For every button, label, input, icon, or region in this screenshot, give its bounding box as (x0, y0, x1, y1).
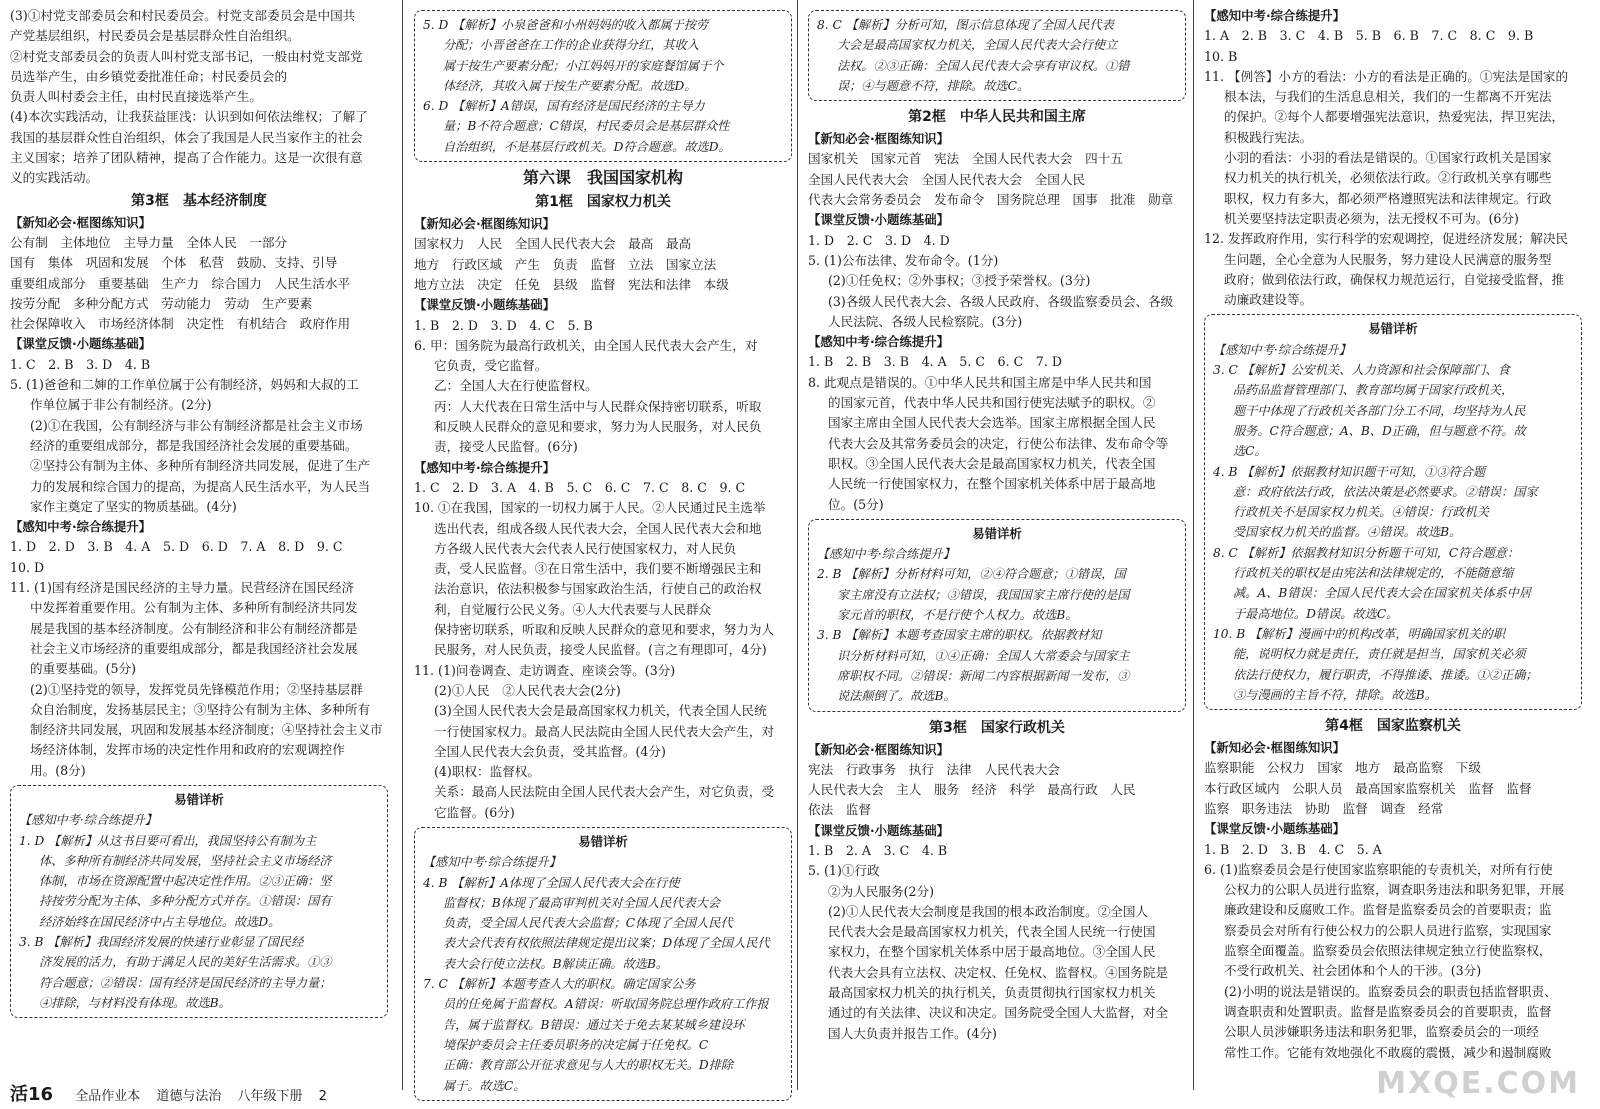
box-line: 能，说明权力就是责任，责任就是担当，国家机关必须 (1233, 647, 1526, 662)
section-tag: 【感知中考·综合练提升】 (414, 459, 556, 475)
box-line: 误；④与题意不符，排除。故选C。 (837, 78, 1030, 93)
text-line: 场经济体制，发挥市场的决定性作用和政府的宏观调控作 (30, 742, 345, 758)
text-line: 职权，权力有多大，都必须严格遵照宪法和法律规定。行政 (1224, 190, 1552, 206)
box-line: 分配；小晋爸爸在工作的企业获得分红，其收入 (443, 38, 699, 53)
text-line: 地方 行政区域 产生 负责 监督 立法 国家立法 (414, 256, 717, 272)
section-heading: 第3框 基本经济制度 (131, 192, 267, 209)
text-column-1 (10, 6, 388, 1066)
text-line: (3)全国人民代表大会是最高国家权力机关，代表全国人民统 (434, 703, 767, 719)
text-line: 8. 此观点是错误的。①中华人民共和国主席是中华人民共和国 (808, 374, 1152, 390)
text-line: (2)①人民代表大会制度是我国的根本政治制度。②全国人 (828, 903, 1149, 919)
box-line: 正确：教育部公开征求意见与人大的职权无关。D排除 (443, 1058, 734, 1073)
box-line: 题干中体现了行政机关各部门分工不同，均坚持为人民 (1233, 403, 1526, 418)
text-line: 地方立法 决定 任免 县级 监督 宪法和法律 本级 (414, 276, 729, 292)
box-line: 表大会行使立法权。B解读正确。故选B。 (443, 956, 669, 971)
section-tag: 【感知中考·综合练提升】 (808, 334, 950, 350)
text-line: 10. D (10, 559, 45, 575)
text-line: 通过的有关法律、决议和决定。国务院受全国人大监督，对全 (828, 1005, 1169, 1021)
text-line: 人民统一行使国家权力，在整个国家机关体系中居于最高地 (828, 476, 1156, 492)
text-line: 5. (1)公布法律、发布命令。(1分) (808, 252, 999, 268)
box-line: 员的任免属于监督权。A错误：听取国务院总理作政府工作报 (443, 997, 769, 1012)
box-line: 7. C 【解析】本题考查人大的职权。确定国家公务 (423, 977, 696, 992)
text-line: 的保护。②每个人都要增强宪法意识，热爱宪法，捍卫宪法， (1224, 109, 1565, 125)
text-line: 家作主奠定了坚实的物质基础。(4分) (30, 498, 237, 514)
box-line: 服务。C符合题意；A、B、D正确，但与题意不符。故 (1233, 423, 1526, 438)
section-heading: 第4框 国家监察机关 (1325, 718, 1461, 735)
text-line: 社会主义市场经济的重要组成部分，都是我国经济社会发展 (30, 640, 358, 656)
text-line: 社会保障收入 市场经济体制 决定性 有机结合 政府作用 (10, 316, 351, 332)
text-line: 家权力，在整个国家机关体系中居于最高地位。③全国人民 (828, 944, 1156, 960)
text-line: 监察 职务违法 协助 监督 调查 经常 (1204, 800, 1444, 816)
text-line: 它负责，受它监督。 (434, 358, 548, 374)
box-label: 易错详析 (578, 833, 628, 849)
text-line: 产党基层组织，村民委员会是基层群众性自治组织。 (10, 28, 300, 44)
text-line: (2)小明的说法是错误的。监察委员会的职责包括监督职责、 (1224, 983, 1557, 999)
text-line: 国人大负责并报告工作。(4分) (828, 1025, 997, 1041)
section-tag: 【课堂反馈·小题练基础】 (808, 212, 950, 228)
box-line: 选C。 (1233, 444, 1267, 459)
text-line: 10. ①在我国，国家的一切权力属于人民。②人民通过民主选举 (414, 500, 766, 516)
text-line: 按劳分配 多种分配方式 劳动能力 劳动 生产要素 (10, 295, 313, 311)
text-line: 察委员会对所有行使公权力的公职人员进行监察，实现国家 (1224, 922, 1552, 938)
box-label: 易错详析 (1368, 321, 1418, 337)
grade-name: 八年级下册 (237, 1089, 303, 1104)
text-line: 中发挥着重要作用。公有制为主体、多种所有制经济共同发 (30, 600, 358, 616)
text-line: 11. (1)国有经济是国民经济的主导力量。民营经济在国民经济 (10, 580, 355, 596)
box-line: 8. C 【解析】依据教材知识分析题干可知，C符合题意： (1213, 545, 1520, 560)
box-line: 量；B不符合题意；C错误，村民委员会是基层群众性 (443, 119, 730, 134)
section-tag: 【新知必会·框图练知识】 (1204, 740, 1346, 756)
text-line: 关系：最高人民法院由全国人民代表大会产生，对它负责，受 (434, 784, 775, 800)
page-number: 2 (318, 1089, 327, 1104)
box-line: 受国家权力机关的监督。④错误。故选B。 (1233, 525, 1462, 540)
text-line: 1. B 2. D 3. D 4. C 5. B (414, 317, 593, 333)
text-line: 丙：人大代表在日常生活中与人民群众保持密切联系，听取 (434, 398, 762, 414)
text-line: 选出代表，组成各级人民代表大会，全国人民代表大会和地 (434, 520, 762, 536)
section-tag: 【课堂反馈·小题练基础】 (414, 297, 556, 313)
box-line: 品药品监督管理部门、教育部均属于国家行政机关， (1233, 383, 1514, 398)
text-line: (2)①坚持党的领导，发挥党员先锋模范作用；②坚持基层群 (30, 681, 363, 697)
text-line: ②村党支部委员会的负责人叫村党支部书记，一般由村党支部党 (10, 48, 363, 64)
text-line: 方各级人民代表大会代表人民行使国家权力，对人民负 (434, 540, 737, 556)
box-line: 【感知中考·综合练提升】 (1213, 342, 1351, 357)
text-line: 和反映人民群众的意见和要求，努力为人民服务，对人民负 (434, 419, 762, 435)
text-line: 作单位属于非公有制经济。(2分) (30, 397, 212, 413)
text-line: 众自治制度，发扬基层民主；③坚持公有制为主体、多种所有 (30, 701, 371, 717)
text-line: 6. (1)监察委员会是行使国家监察职能的专责机关，对所有行使 (1204, 861, 1553, 877)
box-line: 席职权不同。②错误：新闻二内容根据新闻一发布，③ (837, 668, 1130, 683)
text-line: 1. C 2. B 3. D 4. B (10, 356, 151, 372)
section-heading: 第3框 国家行政机关 (929, 719, 1065, 736)
text-line: 12. 发挥政府作用，实行科学的宏观调控，促进经济发展；解决民 (1204, 231, 1569, 247)
text-line: (2)①人民 ②人民代表大会(2分) (434, 682, 621, 698)
text-line: 1. B 2. D 3. B 4. C 5. A (1204, 841, 1382, 857)
column-divider (797, 0, 798, 1090)
text-line: 政府；做到依法行政，确保权力规范运行，自觉接受监督，推 (1224, 271, 1565, 287)
text-line: 代表大会常务委员会 发布命令 国务院总理 国事 批准 勋章 (808, 192, 1174, 208)
box-line: 【感知中考·综合练提升】 (423, 855, 561, 870)
box-line: 体经济，其收入属于按生产要素分配。故选D。 (443, 78, 697, 93)
text-line: 责，接受人民监督。(6分) (434, 439, 578, 455)
text-line: 乙：全国人大在行使监督权。 (434, 378, 598, 394)
box-line: 行政机关的职权是由宪法和法律规定的，不能随意缩 (1233, 566, 1514, 581)
explanation-box (808, 10, 1186, 101)
text-line: 制经济共同发展，巩固和发展基本经济制度；④坚持社会主义市 (30, 722, 383, 738)
text-line: 5. (1)①行政 (808, 863, 880, 879)
text-line: 代表大会具有立法权、决定权、任免权、监督权。④国务院是 (828, 964, 1169, 980)
text-line: (2)①在我国，公有制经济与非公有制经济都是社会主义市场 (30, 417, 363, 433)
explanation-box (414, 827, 792, 1101)
text-line: 代表大会及其常务委员会的决定，行使公布法律、发布命令等 (828, 435, 1169, 451)
box-line: 3. C 【解析】公安机关、人力资源和社会保障部门、食 (1213, 363, 1510, 378)
box-label: 易错详析 (972, 525, 1022, 541)
text-line: 位。(5分) (828, 496, 884, 512)
page-footer (10, 1080, 339, 1106)
lesson-heading: 第六课 我国国家机构 (522, 168, 683, 188)
text-line: 10. B (1204, 48, 1238, 64)
box-line: 6. D 【解析】A错误，国有经济是国民经济的主导力 (423, 99, 705, 114)
box-line: 大会是最高国家权力机关，全国人民代表大会行使立 (837, 38, 1118, 53)
text-line: (2)①任免权；②外事权；③授予荣誉权。(3分) (828, 273, 1091, 289)
section-tag: 【课堂反馈·小题练基础】 (1204, 821, 1346, 837)
box-label: 易错详析 (174, 791, 224, 807)
watermark-logo: MXQE.COM (1376, 1066, 1580, 1101)
box-line: 【感知中考·综合练提升】 (817, 547, 955, 562)
box-line: 体、多种所有制经济共同发展，坚持社会主义市场经济 (39, 853, 332, 868)
column-divider (402, 0, 403, 1090)
text-line: ②为人民服务(2分) (828, 883, 934, 899)
text-line: 调查职责和处置职责。监督是监察委员会的首要职责，监督 (1224, 1003, 1552, 1019)
text-line: 公有制 主体地位 主导力量 全体人民 一部分 (10, 234, 288, 250)
box-line: 法权。②③正确：全国人民代表大会享有审议权。①错 (837, 58, 1130, 73)
section-tag: 【课堂反馈·小题练基础】 (808, 822, 950, 838)
text-line: 本行政区域内 公职人员 最高国家监察机关 监督 监督 (1204, 780, 1532, 796)
text-line: 的重要基础。(5分) (30, 661, 136, 677)
box-line: 自治组织，不是基层行政机关。D符合题意。故选D。 (443, 139, 731, 154)
text-line: 宪法 行政事务 执行 法律 人民代表大会 (808, 761, 1060, 777)
text-line: (4)本次实践活动，让我获益匪浅：认识到如何依法维权；了解了 (10, 109, 368, 125)
box-line: 【感知中考·综合练提升】 (19, 813, 157, 828)
text-line: 廉政建设和反腐败工作。监督是监察委员会的首要职责；监 (1224, 902, 1552, 918)
section-tag: 【新知必会·框图练知识】 (808, 131, 950, 147)
text-line: 国有 集体 巩固和发展 个体 私营 鼓励、支持、引导 (10, 255, 338, 271)
section-heading: 第1框 国家权力机关 (535, 194, 671, 211)
text-line: 人民法院、各级人民检察院。(3分) (828, 313, 1023, 329)
text-line: 依法 监督 (808, 802, 871, 818)
box-line: 5. D 【解析】小泉爸爸和小州妈妈的收入都属于按劳 (423, 18, 709, 32)
section-tag: 【新知必会·框图练知识】 (10, 214, 152, 230)
text-line: 机关要坚持法定职责必须为，法无授权不可为。(6分) (1224, 210, 1519, 226)
text-line: 1. B 2. A 3. C 4. B (808, 842, 948, 858)
box-line: 减。A、B错误：全国人民代表大会在国家机关体系中居 (1233, 586, 1532, 601)
text-line: 国家权力 人民 全国人民代表大会 最高 最高 (414, 236, 692, 252)
box-line: 家元首的职权，不是行使个人权力。故选B。 (837, 608, 1078, 623)
explanation-box (414, 10, 792, 162)
text-line: 展是我国的基本经济制度。公有制经济和非公有制经济都是 (30, 620, 358, 636)
text-line: 动廉政建设等。 (1224, 292, 1313, 308)
text-line: 不受行政机关、社会团体和个人的干涉。(3分) (1224, 963, 1482, 979)
box-line: 2. B 【解析】分析材料可知，②④符合题意；①错误，国 (817, 567, 1126, 582)
box-line: 3. B 【解析】我国经济发展的快速行业彰显了国民经 (19, 935, 304, 950)
series-name: 全品作业本 (75, 1089, 141, 1104)
box-line: 属于。故选C。 (443, 1078, 526, 1093)
subject-name: 道德与法治 (156, 1089, 222, 1104)
text-line: 保持密切联系，听取和反映人民群众的意见和要求，努力为人 (434, 622, 775, 638)
section-tag: 【感知中考·综合练提升】 (10, 519, 152, 535)
text-line: 小羽的看法：小羽的看法是错误的。①国家行政机关是国家 (1224, 150, 1552, 166)
box-line: 负责，受全国人民代表大会监督；C体现了全国人民代 (443, 916, 733, 931)
section-tag: 【感知中考·综合练提升】 (1204, 8, 1346, 23)
text-line: 员选举产生，由乡镇党委批准任命；村民委员会的 (10, 68, 288, 84)
text-line: 的国家元首，代表中华人民共和国行使宪法赋予的职权。② (828, 395, 1156, 411)
box-line: 4. B 【解析】依据教材知识题干可知，①③符合题 (1213, 464, 1486, 479)
box-line: 属于按生产要素分配；小江妈妈开的家庭餐馆属于个 (443, 58, 724, 73)
text-column-4 (1204, 6, 1582, 1066)
text-line: 1. B 2. B 3. B 4. A 5. C 6. C 7. D (808, 354, 1062, 370)
box-line: 经济始终在国民经济中占主导地位。故选D。 (39, 914, 281, 929)
box-line: 境保护委员会主任委员职务的决定属于任免权。C (443, 1037, 709, 1052)
box-line: 1. D 【解析】从这书目要可看出，我国坚持公有制为主 (19, 833, 317, 848)
box-line: 表大会代表有权依照法律规定提出议案；D体现了全国人民代 (443, 936, 770, 951)
box-line: ③与漫画的主旨不符，排除。故选B。 (1233, 687, 1437, 702)
text-line: 它监督。(6分) (434, 804, 515, 820)
text-line: 全国人民代表大会 全国人民代表大会 全国人民 (808, 171, 1086, 187)
text-line: 一行使国家权力。最高人民法院由全国人民代表大会产生，对 (434, 723, 775, 739)
text-line: (3)各级人民代表大会、各级人民政府、各级监察委员会、各级 (828, 293, 1174, 309)
box-line: 8. C 【解析】分析可知，图示信息体现了全国人民代表 (817, 18, 1114, 32)
text-line: 负责人叫村委会主任，由村民直接选举产生。 (10, 89, 262, 105)
text-line: 生问题，全心全意为人民服务，努力建设人民满意的服务型 (1224, 251, 1552, 267)
box-line: 济发展的活力，有助于满足人民的美好生活需求。①③ (39, 955, 332, 970)
box-line: ④排除，与材料没有体现。故选B。 (39, 995, 231, 1010)
box-line: 告，属于监督权。B错误：通过关于免去某某城乡建设环 (443, 1017, 745, 1032)
text-line: 6. 甲：国务院为最高行政机关，由全国人民代表大会产生，对 (414, 337, 758, 353)
text-line: 法治意识，依法积极参与国家政治生活，行使自己的政治权 (434, 581, 762, 597)
box-line: 监督权；B体现了最高审判机关对全国人民代表大会 (443, 895, 721, 910)
text-line: 职权。③全国人民代表大会是最高国家权力机关，代表全国 (828, 455, 1156, 471)
text-column-3 (808, 6, 1186, 1066)
text-line: (4)职权：监督权。 (434, 764, 540, 780)
text-column-2 (414, 6, 792, 1093)
text-line: 重要组成部分 重要基础 生产力 综合国力 人民生活水平 (10, 275, 351, 291)
box-line: 说法颠倒了。故选B。 (837, 689, 956, 704)
text-line: 全国人民代表大会负责，受其监督。(4分) (434, 743, 666, 759)
section-heading: 第2框 中华人民共和国主席 (908, 109, 1086, 126)
text-line: 经济的重要组成部分，都是我国经济社会发展的重要基础。 (30, 437, 358, 453)
section-tag: 【课堂反馈·小题练基础】 (10, 336, 152, 352)
text-line: 国家主席由全国人民代表大会选举。国家主席根据全国人民 (828, 415, 1156, 431)
text-line: ②坚持公有制为主体、多种所有制经济共同发展，促进了生产 (30, 458, 371, 474)
explanation-box (808, 519, 1186, 712)
section-tag: 【新知必会·框图练知识】 (414, 216, 556, 232)
text-line: 常性工作。它能有效地强化不敢腐的震慑，减少和遏制腐败 (1224, 1044, 1552, 1060)
text-line: 监察全面覆盖。监察委员会依照法律规定独立行使监察权， (1224, 943, 1552, 959)
box-line: 4. B 【解析】A体现了全国人民代表大会在行使 (423, 875, 680, 890)
text-line: 5. (1)爸爸和二婶的工作单位属于公有制经济，妈妈和大叔的工 (10, 377, 359, 393)
explanation-box (1204, 314, 1582, 710)
page-label: 活16 (10, 1084, 54, 1105)
text-line: 利，自觉履行公民义务。④人大代表要与人民群众 (434, 601, 712, 617)
text-line: 力的发展和综合国力的提高，为提高人民生活水平，为人民当 (30, 478, 371, 494)
box-line: 3. B 【解析】本题考查国家主席的职权。依据教材知 (817, 628, 1102, 643)
box-line: 10. B 【解析】漫画中的机构改革，明确国家机关的职 (1213, 626, 1506, 641)
text-line: 监察职能 公权力 国家 地方 最高监察 下级 (1204, 760, 1482, 776)
box-line: 行政机关不是国家权力机关。④错误：行政机关 (1233, 505, 1489, 520)
text-line: 公职人员涉嫌职务违法和职务犯罪，监察委员会的一项经 (1224, 1024, 1539, 1040)
text-line: 1. C 2. D 3. A 4. B 5. C 6. C 7. C 8. C 9. C (414, 479, 746, 495)
text-line: 1. A 2. B 3. C 4. B 5. B 6. B 7. C 8. C 9. B (1204, 28, 1534, 44)
box-line: 依法行使权力，履行职责，不得推诿、推诿。①②正确； (1233, 667, 1538, 682)
text-line: 人民代表大会 主人 服务 经济 科学 最高行政 人民 (808, 782, 1136, 798)
text-line: 义的实践活动。 (10, 170, 99, 186)
text-line: 11. 【例答】小方的看法：小方的看法是正确的。①宪法是国家的 (1204, 68, 1569, 84)
box-line: 持按劳分配为主体、多种分配方式并存。①错误：国有 (39, 894, 332, 909)
text-line: 民服务，对人民负责，接受人民监督。(言之有理即可，4分) (434, 642, 767, 658)
text-line: 我国的基层群众性自治组织，体会了我国是人民当家作主的社会 (10, 129, 363, 145)
box-line: 家主席没有立法权；③错误，我国国家主席行使的是国 (837, 587, 1130, 602)
text-line: 用。(8分) (30, 762, 86, 778)
box-line: 体制，市场在资源配置中起决定性作用。②③正确：坚 (39, 874, 332, 889)
text-line: 公权力的公职人员进行监察，调查职务违法和职务犯罪，开展 (1224, 882, 1565, 898)
text-line: 责，受人民监督。③在日常生活中，我们要不断增强民主和 (434, 561, 762, 577)
box-line: 识分析材料可知，①④正确：全国人大常委会与国家主 (837, 648, 1130, 663)
text-line: (3)①村党支部委员会和村民委员会。村党支部委员会是中国共 (10, 8, 356, 23)
explanation-box (10, 785, 388, 1018)
text-line: 最高国家权力机关的执行机关，负责贯彻执行国家权力机关 (828, 985, 1156, 1001)
text-line: 民代表大会是最高国家权力机关，代表全国人民统一行使国 (828, 924, 1156, 940)
box-line: 意：政府依法行政，依法决策是必然要求。②错误：国家 (1233, 484, 1538, 499)
text-line: 国家机关 国家元首 宪法 全国人民代表大会 四十五 (808, 151, 1123, 167)
column-divider (1193, 0, 1194, 1090)
text-line: 主义国家；培养了团队精神，提高了合作能力。这是一次很有意 (10, 150, 363, 166)
section-tag: 【新知必会·框图练知识】 (808, 741, 950, 757)
text-line: 权力机关的执行机关，必须依法行政。②行政机关享有哪些 (1224, 170, 1552, 186)
text-line: 积极践行宪法。 (1224, 129, 1313, 145)
box-line: 符合题意；②错误：国有经济是国民经济的主导力量； (39, 975, 332, 990)
text-line: 1. D 2. C 3. D 4. D (808, 232, 950, 248)
text-line: 根本法，与我们的生活息息相关，我们的一生都离不开宪法 (1224, 89, 1552, 105)
text-line: 11. (1)问卷调查、走访调查、座谈会等。(3分) (414, 662, 676, 678)
box-line: 于最高地位。D错误。故选C。 (1233, 606, 1399, 621)
text-line: 1. D 2. D 3. B 4. A 5. D 6. D 7. A 8. D 9. C (10, 539, 343, 555)
